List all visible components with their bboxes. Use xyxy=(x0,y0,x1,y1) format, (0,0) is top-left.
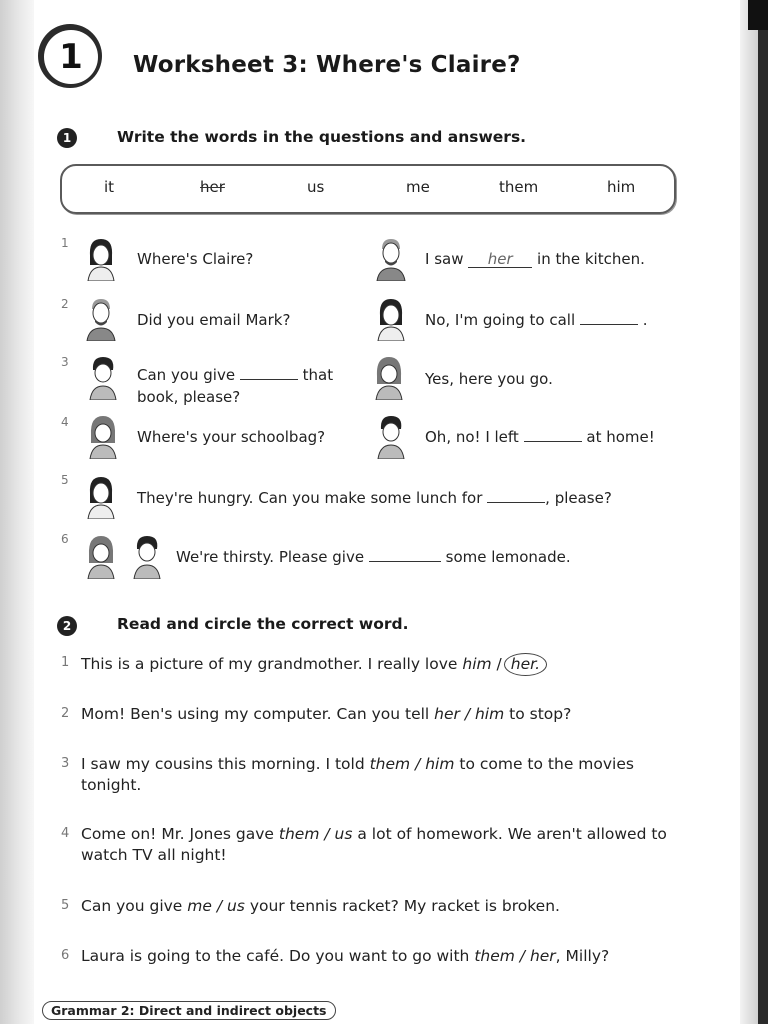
option-2[interactable]: us xyxy=(226,897,245,915)
book-corner xyxy=(748,0,768,30)
answer-pre: Oh, no! I left xyxy=(425,428,519,446)
unit-number: 1 xyxy=(44,30,98,84)
answer-post: in the kitchen. xyxy=(537,250,645,268)
sentence-after: to stop? xyxy=(504,705,572,723)
word-bank-word-crossed: her xyxy=(200,178,225,196)
answer-text xyxy=(425,248,645,270)
question-text: Where's your schoolbag? xyxy=(137,428,326,446)
statement-blank[interactable] xyxy=(369,548,441,562)
page-edge xyxy=(740,0,758,1024)
option-1[interactable]: me xyxy=(187,897,212,915)
sentence-before: Mom! Ben's using my computer. Can you tell xyxy=(81,705,435,723)
statement-text xyxy=(137,487,612,509)
girl-avatar-icon xyxy=(86,413,120,459)
question-post: that xyxy=(302,366,334,384)
sentence-before: Can you give xyxy=(81,897,188,915)
boy-avatar-icon xyxy=(86,354,120,400)
question-text: Did you email Mark? xyxy=(137,311,291,329)
worksheet-title: Worksheet 3: Where's Claire? xyxy=(133,52,521,78)
item-number: 3 xyxy=(61,756,70,771)
word-bank-word: it xyxy=(104,178,115,196)
question-pre: Can you give xyxy=(137,366,236,384)
circle-sentence: Can you give me / us your tennis racket? My racket is broken. xyxy=(81,897,560,915)
option-2[interactable]: us xyxy=(334,825,353,843)
item-number: 6 xyxy=(61,948,70,963)
section-1-heading: Write the words in the questions and answers. xyxy=(117,128,527,146)
question-blank[interactable] xyxy=(240,366,298,380)
answer-post: at home! xyxy=(586,428,655,446)
word-bank-word: them xyxy=(499,178,539,196)
item-number: 2 xyxy=(61,706,70,721)
sentence-after: a lot of homework. We aren't allowed to watch TV all night! xyxy=(81,825,667,864)
circle-sentence: Laura is going to the café. Do you want to go with them / her, Milly? xyxy=(81,947,610,965)
statement-pre: They're hungry. Can you make some lunch for xyxy=(137,489,483,507)
word-bank-word: him xyxy=(607,178,636,196)
answer-blank[interactable] xyxy=(580,311,638,325)
boy-avatar-icon xyxy=(374,413,408,459)
word-bank-word: us xyxy=(307,178,325,196)
word-bank xyxy=(60,164,676,214)
option-2-circled[interactable]: her. xyxy=(504,653,547,676)
circle-sentence: I saw my cousins this morning. I told them / him to come to the movies tonight. xyxy=(81,755,634,794)
answer-text xyxy=(425,309,647,331)
answer-text xyxy=(425,426,655,448)
girl-avatar-icon xyxy=(84,235,118,281)
item-number: 4 xyxy=(61,826,70,841)
section-2-heading: Read and circle the correct word. xyxy=(117,615,409,633)
item-number: 4 xyxy=(61,415,69,429)
circle-sentence: This is a picture of my grandmother. I really love him / her. xyxy=(81,653,681,676)
answer-blank[interactable] xyxy=(524,428,582,442)
section-2-number: 2 xyxy=(57,616,77,636)
item-number: 6 xyxy=(61,532,69,546)
circle-sentence: Mom! Ben's using my computer. Can you tell her / him to stop? xyxy=(81,705,572,723)
footer-label: Grammar 2: Direct and indirect objects xyxy=(42,1001,336,1020)
statement-text xyxy=(176,546,571,568)
option-1[interactable]: them xyxy=(474,947,515,965)
section-1-number: 1 xyxy=(57,128,77,148)
statement-pre: We're thirsty. Please give xyxy=(176,548,365,566)
question-line2: book, please? xyxy=(137,388,241,406)
item-number: 5 xyxy=(61,898,70,913)
girl-avatar-icon xyxy=(84,473,118,519)
item-number: 3 xyxy=(61,355,69,369)
option-2[interactable]: her xyxy=(529,947,556,965)
page-gutter xyxy=(0,0,34,1024)
sentence-after: your tennis racket? My racket is broken. xyxy=(244,897,560,915)
item-number: 1 xyxy=(61,655,70,670)
answer-post: . xyxy=(642,311,648,329)
item-number: 2 xyxy=(61,297,69,311)
boy-avatar-icon xyxy=(130,533,164,579)
question-text: Where's Claire? xyxy=(137,250,254,268)
sentence-before: Laura is going to the café. Do you want to go with xyxy=(81,947,475,965)
sentence-after: to come to the movies tonight. xyxy=(81,755,634,794)
girl-avatar-icon xyxy=(84,533,118,579)
word-bank-word: me xyxy=(406,178,430,196)
answer-blank-filled[interactable]: her xyxy=(468,252,532,268)
book-edge xyxy=(758,0,768,1024)
option-1[interactable]: him xyxy=(462,655,492,673)
sentence-before: Come on! Mr. Jones gave xyxy=(81,825,279,843)
option-2[interactable]: him xyxy=(474,705,505,723)
girl-avatar-icon xyxy=(374,295,408,341)
option-1[interactable]: her xyxy=(434,705,460,723)
sentence-before: I saw my cousins this morning. I told xyxy=(81,755,370,773)
option-2[interactable]: him xyxy=(425,755,455,773)
statement-post: some lemonade. xyxy=(445,548,571,566)
item-number: 1 xyxy=(61,236,69,250)
circle-sentence: Come on! Mr. Jones gave them / us a lot of homework. We aren't allowed to watch TV all night! xyxy=(81,825,667,864)
answer-text: Yes, here you go. xyxy=(425,370,553,388)
answer-pre: I saw xyxy=(425,250,464,268)
sentence-before: This is a picture of my grandmother. I really love xyxy=(81,655,463,673)
girl-avatar-icon xyxy=(372,354,406,400)
answer-pre: No, I'm going to call xyxy=(425,311,576,329)
statement-blank[interactable] xyxy=(487,489,545,503)
sentence-after: , Milly? xyxy=(555,947,610,965)
man-avatar-icon xyxy=(374,235,408,281)
option-1[interactable]: them xyxy=(278,825,320,843)
man-avatar-icon xyxy=(84,295,118,341)
item-number: 5 xyxy=(61,473,69,487)
option-1[interactable]: them xyxy=(369,755,411,773)
statement-post: , please? xyxy=(545,489,612,507)
question-text xyxy=(137,364,333,408)
